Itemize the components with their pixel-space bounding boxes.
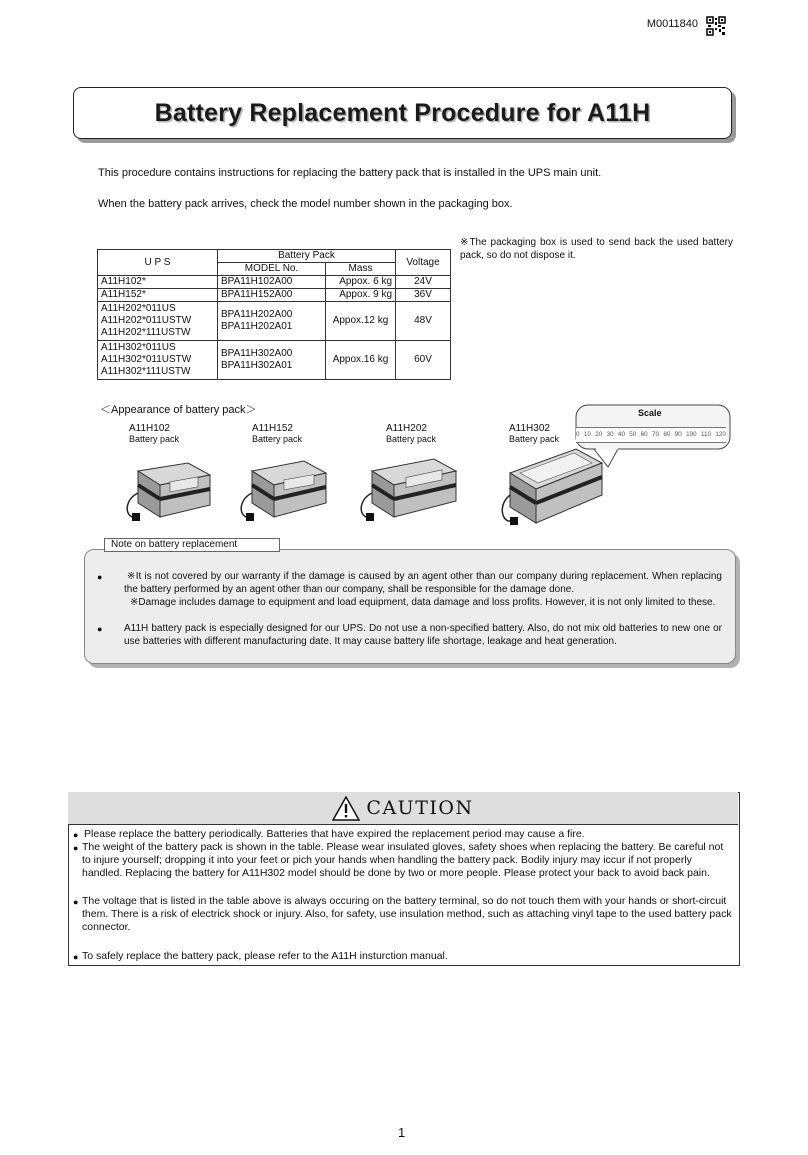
bullet-icon: ● [97, 624, 103, 634]
pack-model: BPA11H302A01 [221, 360, 293, 371]
cell-voltage: 48V [396, 302, 451, 341]
caution-header [68, 792, 738, 825]
note-tab: Note on battery replacement [104, 538, 280, 552]
battery-pack-table [97, 249, 451, 380]
pack-model-label: A11H152 [252, 423, 293, 434]
warning-triangle-icon [332, 796, 360, 821]
cell-voltage: 24V [396, 276, 451, 289]
bullet-icon: ● [73, 897, 79, 907]
scale-tick: 70 [652, 431, 660, 438]
cell-model: BPA11H152A00 [218, 289, 326, 302]
scale-tick: 100 [686, 431, 697, 438]
page-number: 1 [398, 1125, 406, 1140]
table-row [98, 302, 451, 341]
pack-caption: Battery pack [386, 434, 437, 444]
page-title: Battery Replacement Procedure for A11H [154, 98, 651, 127]
note-item-1: ※It is not covered by our warranty if the damage is caused by an agent other than our company during replacement. When replacing the battery performed by an agent other than our company, shall be responsible for the damage done. [124, 571, 722, 595]
pack-label-a11h302 [509, 423, 559, 445]
cell-mass: Appox. 6 kg [326, 276, 396, 289]
pack-caption: Battery pack [129, 434, 180, 444]
packaging-note: ※The packaging box is used to send back the used battery pack, so do not dispose it. [460, 237, 733, 261]
scale-tick: 120 [715, 431, 726, 438]
cell-model [218, 341, 326, 380]
cell-mass: Appox.16 kg [326, 341, 396, 380]
pack-label-a11h202 [386, 423, 436, 445]
scale-tick: 0 [576, 431, 580, 438]
ups-model: A11H202*111USTW [101, 327, 191, 338]
battery-pack-image-a11h102 [118, 455, 218, 527]
battery-pack-image-a11h152 [232, 455, 332, 527]
table-row [98, 289, 451, 302]
scale-tick: 60 [640, 431, 648, 438]
cell-voltage: 36V [396, 289, 451, 302]
header-battery-pack: Battery Pack [218, 250, 396, 263]
cell-mass: Appox.12 kg [326, 302, 396, 341]
scale-tick: 40 [617, 431, 625, 438]
caution-item-2: The weight of the battery pack is shown in the table. Please wear insulated gloves, safety shoes when replacing the battery. Be careful not to injure yourself; dropping it into your feet or pich your hands when handling the battery pack. Bodily injury may iccur if not properly handled. Replacing the battery for A11H302 model should be done by two or more people. Please protect your back to avoid back pain. [82, 841, 724, 879]
header-mass: Mass [326, 263, 396, 276]
ups-model: A11H302*011US [101, 342, 176, 353]
pack-model: BPA11H302A00 [221, 348, 293, 359]
cell-mass: Appox. 9 kg [326, 289, 396, 302]
scale-label: Scale [638, 408, 662, 418]
scale-tick: 10 [583, 431, 591, 438]
pack-label-a11h102 [129, 423, 179, 445]
pack-model: BPA11H202A00 [221, 309, 293, 320]
pack-model-label: A11H302 [509, 423, 550, 434]
table-row [98, 341, 451, 380]
scale-tick: 30 [606, 431, 614, 438]
cell-ups [98, 302, 218, 341]
scale-tick: 80 [663, 431, 671, 438]
table-row [98, 276, 451, 289]
caution-item-1: Please replace the battery periodically. Batteries that have expired the replacement period may cause a fire. [84, 828, 585, 840]
cell-ups: A11H152* [98, 289, 218, 302]
note-item-1-sub: ※Damage includes damage to equipment and load equipment, data damage and loss profits. However, it is not only limited to these. [130, 597, 716, 608]
appearance-title: ＜Appearance of battery pack＞ [100, 404, 257, 416]
cell-ups: A11H102* [98, 276, 218, 289]
intro-line-2: When the battery pack arrives, check the model number shown in the packaging box. [98, 198, 513, 210]
caution-title: CAUTION [366, 797, 474, 819]
pack-label-a11h152 [252, 423, 302, 445]
ups-model: A11H202*011US [101, 303, 176, 314]
bullet-icon: ● [73, 830, 79, 840]
caution-item-4: To safely replace the battery pack, please refer to the A11H insturction manual. [82, 950, 448, 962]
scale-tick: 50 [629, 431, 637, 438]
bullet-icon: ● [73, 843, 79, 853]
scale-tick: 20 [595, 431, 603, 438]
ups-model: A11H302*111USTW [101, 366, 191, 377]
scale-tick: 110 [700, 431, 711, 438]
ups-model: A11H302*011USTW [101, 354, 192, 365]
bullet-icon: ● [97, 572, 103, 582]
cell-model [218, 302, 326, 341]
pack-model-label: A11H102 [129, 423, 170, 434]
note-item-2: A11H battery pack is especially designed for our UPS. Do not use a non-specified battery. Also, do not mix old batteries to new one or use batteries with different manufacturing date. It may cause battery life shortage, leakage and heat generation. [124, 623, 722, 647]
pack-model-label: A11H202 [386, 423, 427, 434]
cell-model: BPA11H102A00 [218, 276, 326, 289]
document-id: M0011840 [646, 18, 698, 30]
title-box [73, 87, 732, 139]
pack-caption: Battery pack [252, 434, 303, 444]
caution-item-3: The voltage that is listed in the table above is always occuring on the battery terminal, so do not touch them with your hands or short-circuit them. There is a risk of electrick shock or injury. Also, for safety, use insulation method, such as attaching vinyl tape to the used battery pack connector. [82, 895, 732, 933]
ups-model: A11H202*011USTW [101, 315, 192, 326]
qr-code-icon [706, 16, 726, 36]
scale-tick: 90 [674, 431, 682, 438]
header-voltage: Voltage [396, 250, 451, 276]
intro-line-1: This procedure contains instructions for replacing the battery pack that is installed in the UPS main unit. [98, 167, 602, 179]
header-model: MODEL No. [218, 263, 326, 276]
cell-ups [98, 341, 218, 380]
bullet-icon: ● [73, 952, 79, 962]
cell-voltage: 60V [396, 341, 451, 380]
scale-ruler [576, 427, 726, 443]
pack-model: BPA11H202A01 [221, 321, 293, 332]
battery-pack-image-a11h202 [352, 455, 462, 527]
pack-caption: Battery pack [509, 434, 560, 444]
header-ups: U P S [98, 250, 218, 276]
